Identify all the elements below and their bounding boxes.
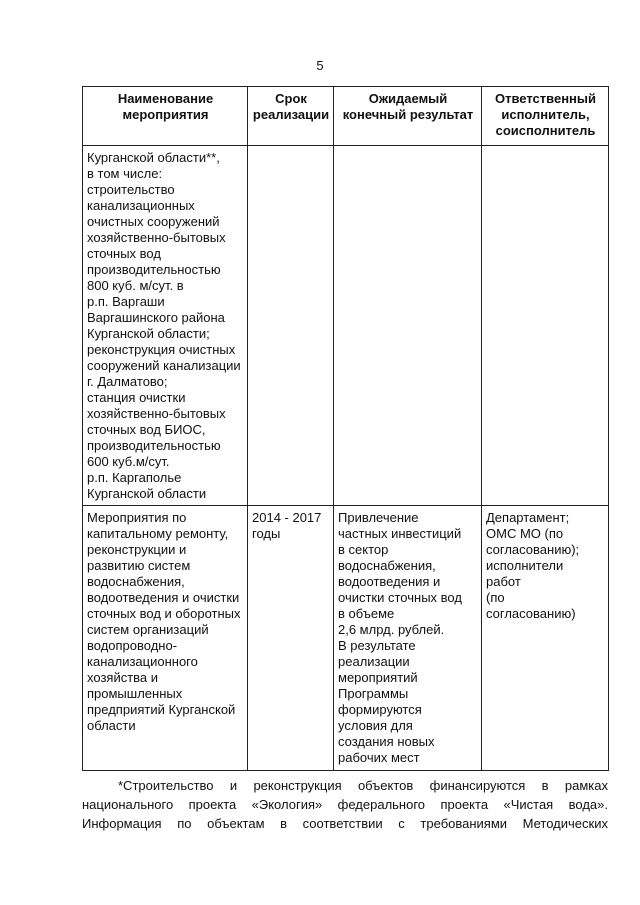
header-measure-name: Наименование мероприятия (83, 87, 248, 146)
cell-term: 2014 - 2017 годы (248, 506, 334, 771)
header-term: Срок реализации (248, 87, 334, 146)
footnote-text: *Строительство и реконструкция объектов финансируются в рамках национального проекта «Экология» федерального проекта «Чистая вода». Информация по объектам в соответствии с требованиями Методических (82, 778, 608, 831)
header-executor: Ответственный исполнитель, соисполнитель (482, 87, 609, 146)
page-number: 5 (316, 58, 324, 73)
footnote (82, 776, 608, 833)
table-row (83, 146, 609, 506)
cell-executor: Департамент; ОМС МО (по согласованию); исполнители работ (по согласованию) (482, 506, 609, 771)
measures-table (82, 86, 609, 771)
cell-executor (482, 146, 609, 506)
table-row (83, 506, 609, 771)
cell-measure-name: Мероприятия по капитальному ремонту, реконструкции и развитию систем водоснабжения, водоотведения и очистки сточных вод и оборотных систем организаций водопроводно- канализационного хозяйства и промышленных предприятий Курганской области (83, 506, 248, 771)
cell-measure-name: Курганской области**, в том числе: строительство канализационных очистных сооружений хозяйственно-бытовых сточных вод производительностью 800 куб. м/сут. в р.п. Варгаши Варгашинского района Курганской области; реконструкция очистных сооружений канализации г. Далматово; станция очистки хозяйственно-бытовых сточных вод БИОС, производительностью 600 куб.м/сут. р.п. Каргаполье Курганской области (83, 146, 248, 506)
cell-expected-result: Привлечение частных инвестиций в сектор водоснабжения, водоотведения и очистки сточных вод в объеме 2,6 млрд. рублей. В результате реализации мероприятий Программы формируются условия для создания новых рабочих мест (334, 506, 482, 771)
table-header-row (83, 87, 609, 146)
cell-term (248, 146, 334, 506)
cell-expected-result (334, 146, 482, 506)
header-expected-result: Ожидаемый конечный результат (334, 87, 482, 146)
